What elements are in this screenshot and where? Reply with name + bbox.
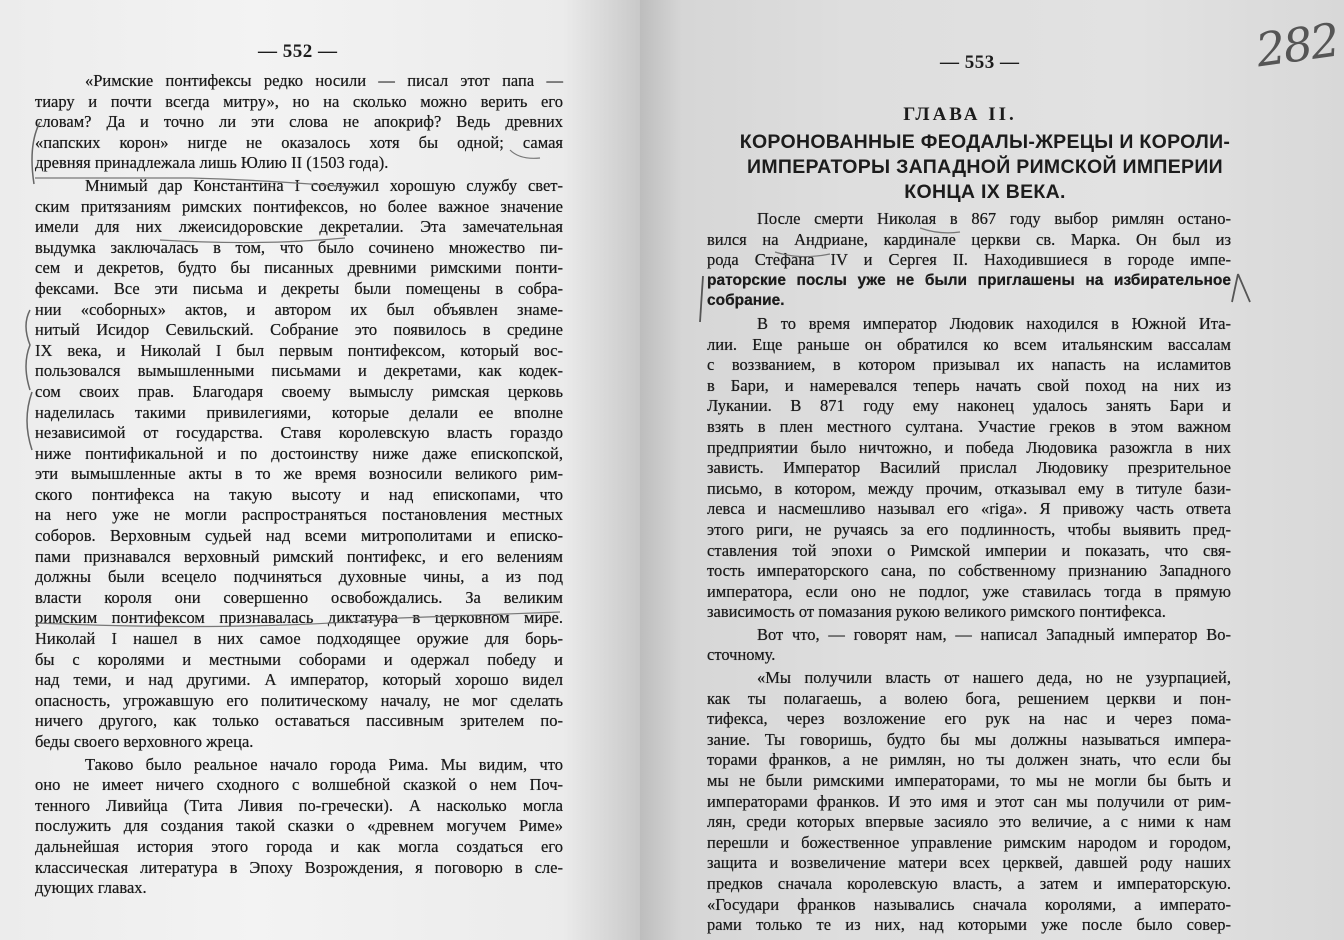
text-line: левса и насмешливо называл его «riga». Я привожу часть ответа bbox=[707, 499, 1231, 519]
text-line: имели для них лжеисидоровские декреталии. Эта замечательная bbox=[35, 217, 563, 237]
text-line: защита и возвеличение матери всех церквей, давшей роду наших bbox=[707, 853, 1231, 873]
paragraph bbox=[35, 176, 563, 753]
text-line: зание. Ты говоришь, будто бы мы должны называться импера- bbox=[707, 729, 1231, 749]
text-line: Мнимый дар Константина I сослужил хорошую службу свет- bbox=[85, 175, 563, 195]
text-line: как ты полагаешь, а волею бога, решением церкви и пон- bbox=[707, 688, 1231, 708]
text-line: мы не были римскими императорами, то мы не могли бы быть и bbox=[707, 771, 1231, 791]
paragraph bbox=[35, 755, 563, 899]
text-line: классическая литература в Эпоху Возрождения, я поговорю в сле- bbox=[35, 857, 563, 877]
left-page bbox=[0, 0, 640, 940]
text-line: В то время император Людовик находился в Южной Ита- bbox=[757, 313, 1231, 333]
left-page-text bbox=[35, 71, 563, 901]
text-line: рами только те из них, над которыми уже после было совер- bbox=[707, 915, 1231, 935]
text-line: собрание. bbox=[707, 292, 785, 310]
text-line: древняя принадлежала лишь Юлию II (1503 года). bbox=[35, 153, 389, 173]
text-line: «Римские понтифексы редко носили — писал этот папа — bbox=[85, 71, 563, 90]
text-line: ского понтифекса на такую высоту и над епископами, что bbox=[35, 484, 563, 504]
text-line: словам? Да и точно ли эти слова не апокриф? Ведь древних bbox=[35, 112, 563, 132]
text-line: нитый Исидор Севильский. Собрание это появилось в средине bbox=[35, 320, 563, 340]
text-line: торами франков, а не римлян, но ты должен знать, что если бы bbox=[707, 750, 1231, 770]
text-line: После смерти Николая в 867 году выбор римлян остано- bbox=[757, 209, 1231, 228]
paragraph bbox=[35, 71, 563, 174]
text-line: дальнейшая история этого города и как могла создаться его bbox=[35, 836, 563, 856]
text-line: сем и декретов, будто бы писанных древними римскими понти- bbox=[35, 258, 563, 278]
text-line: «Мы получили власть от нашего деда, но не узурпацией, bbox=[757, 668, 1231, 688]
text-line: пользовался вымышленными письмами и декретами, как кодек- bbox=[35, 361, 563, 381]
text-line: сом своих прав. Благодаря своему вымыслу римская церковь bbox=[35, 381, 563, 401]
text-line: предприятии было ничтожно, и победа Людовика разожгла в них bbox=[707, 437, 1231, 457]
text-line: над теми, и над другими. А император, который хорошо видел bbox=[35, 670, 563, 690]
text-line: Вот что, — говорят нам, — написал Западный император Во- bbox=[757, 624, 1231, 644]
paragraph bbox=[707, 314, 1231, 623]
text-line: власти короля они совершенно освобождались. За великим bbox=[35, 587, 563, 607]
text-line: зависть. Император Василий прислал Людовику презрительное bbox=[707, 458, 1231, 478]
text-line: соборов. Верховным судьей над всеми митрополитами и еписко- bbox=[35, 526, 563, 546]
text-line: в Бари, и намеревался теперь начать свой поход на них из bbox=[707, 375, 1231, 395]
text-line: предков сначала королевскую власть, а затем и императорскую. bbox=[707, 874, 1231, 893]
chapter-title: КОРОНОВАННЫЕ ФЕОДАЛЫ-ЖРЕЦЫ И КОРОЛИ-ИМПЕРАТОРЫ ЗАПАДНОЙ РИМСКОЙ ИМПЕРИИ КОНЦА IX ВЕКА. bbox=[739, 131, 1231, 203]
text-line: императора, если оно не подлог, уже ставилась тогда в прямую bbox=[707, 581, 1231, 601]
text-line: нии «соборных» актов, и автором их был объявлен знаме- bbox=[35, 299, 563, 319]
text-line: с воззванием, в котором призывал их напасть на исламитов bbox=[707, 355, 1231, 375]
text-line: независимой от государства. Ставя королевскую власть гораздо bbox=[35, 423, 563, 443]
text-line: дующих главах. bbox=[35, 878, 147, 898]
text-line: выдумка заключалась в том, что было сочинено множество пи- bbox=[35, 237, 563, 257]
text-line: тифекса, через возложение его рук на нас и через пома- bbox=[707, 709, 1231, 729]
text-line: лии. Еще раньше он обратился ко всем итальянским вассалам bbox=[707, 334, 1231, 354]
text-line: послужить для создания такой сказки о «древнем могучем Риме» bbox=[35, 816, 563, 836]
text-line: наделилась такими привилегиями, которые делали ее вполне bbox=[35, 402, 563, 422]
text-line: должны были всецело подчиняться духовные чины, а из под bbox=[35, 567, 563, 587]
text-line: римским понтифексом признавалась диктатура в церковном мире. bbox=[35, 608, 563, 628]
text-line: ставления той эпохи о Римской империи и показать, что свя- bbox=[707, 540, 1231, 560]
text-line: на него уже не могли распространяться постановления местных bbox=[35, 505, 563, 525]
paragraph bbox=[707, 625, 1231, 666]
text-line: эти вымышленные акты в то же время возносили великого рим- bbox=[35, 464, 563, 484]
text-line: опасность, угрожавшую его политическому началу, не мог сделать bbox=[35, 690, 563, 710]
text-line: вился на Андриане, кардинале церкви св. Марка. Он был из bbox=[707, 229, 1231, 249]
paragraph bbox=[707, 668, 1231, 936]
page-number: — 553 — bbox=[940, 52, 1020, 73]
text-line: Николай I нашел в них самое подходящее оружие для борь- bbox=[35, 629, 563, 649]
text-line: тиару и почти всегда митру», но на сколько можно верить его bbox=[35, 91, 563, 111]
text-line: сточному. bbox=[707, 645, 776, 665]
text-line: зависимость от помазания рукою великого римского понтифекса. bbox=[707, 602, 1166, 622]
text-line: беды своего верховного жреца. bbox=[35, 732, 254, 751]
handwritten-page-number: 282 bbox=[1252, 12, 1342, 78]
text-line: раторские послы уже не были приглашены на избирательное bbox=[707, 271, 1231, 289]
text-line: рода Стефана IV и Сергея II. Находившиеся в городе импе- bbox=[707, 250, 1231, 270]
text-line: Таково было реальное начало города Рима. Мы видим, что bbox=[85, 754, 563, 774]
text-line: Лукании. В 871 году ему наконец удалось занять Бари и bbox=[707, 396, 1231, 416]
chapter-number: ГЛАВА II. bbox=[903, 104, 1017, 125]
text-line: фексами. Все эти письма и декреты были помещены в собра- bbox=[35, 278, 563, 298]
text-line: «папских корон» нигде не оказалось хотя бы одной; самая bbox=[35, 132, 563, 152]
text-line: тенного Ливийца (Тита Ливия по-гречески). А насколько могла bbox=[35, 795, 563, 815]
text-line: пами признавался верховный римский понтифекс, и его велениям bbox=[35, 546, 563, 566]
text-line: тость императорского сана, по собственному признанию Западного bbox=[707, 561, 1231, 581]
right-page-text bbox=[707, 209, 1231, 938]
page-number: — 552 — bbox=[258, 41, 338, 62]
text-line: бы с королями и местными соборами и одержал победу и bbox=[35, 649, 563, 669]
text-line: письмо, в котором, между прочим, отказывал ему в титуле бази- bbox=[707, 478, 1231, 498]
text-line: лян, среди которых впервые засияло это величие, а с ними к нам bbox=[707, 812, 1231, 832]
text-line: ниже понтификальной и по достоинству ниже даже епископской, bbox=[35, 443, 563, 463]
text-line: ничего другого, как только оставаться пассивным зрителем по- bbox=[35, 711, 563, 731]
paragraph bbox=[707, 209, 1231, 312]
text-line: этого риги, не ручаясь за его подлинность, чтобы выявить пред- bbox=[707, 519, 1231, 539]
text-line: ским притязаниям римских понтифексов, но более важное значение bbox=[35, 196, 563, 216]
text-line: «Государи франков назывались сначала королями, а императо- bbox=[707, 894, 1231, 914]
text-line: IX века, и Николай I был первым понтифексом, который вос- bbox=[35, 340, 563, 360]
text-line: оно не имеет ничего сходного с волшебной сказкой о нем Поч- bbox=[35, 775, 563, 795]
text-line: взять в плен местного султана. Участие греков в этом важном bbox=[707, 416, 1231, 436]
text-line: императорами франков. И это имя и этот сан мы получили от рим- bbox=[707, 791, 1231, 811]
text-line: перешли и божественное управление римским народом и городом, bbox=[707, 832, 1231, 852]
